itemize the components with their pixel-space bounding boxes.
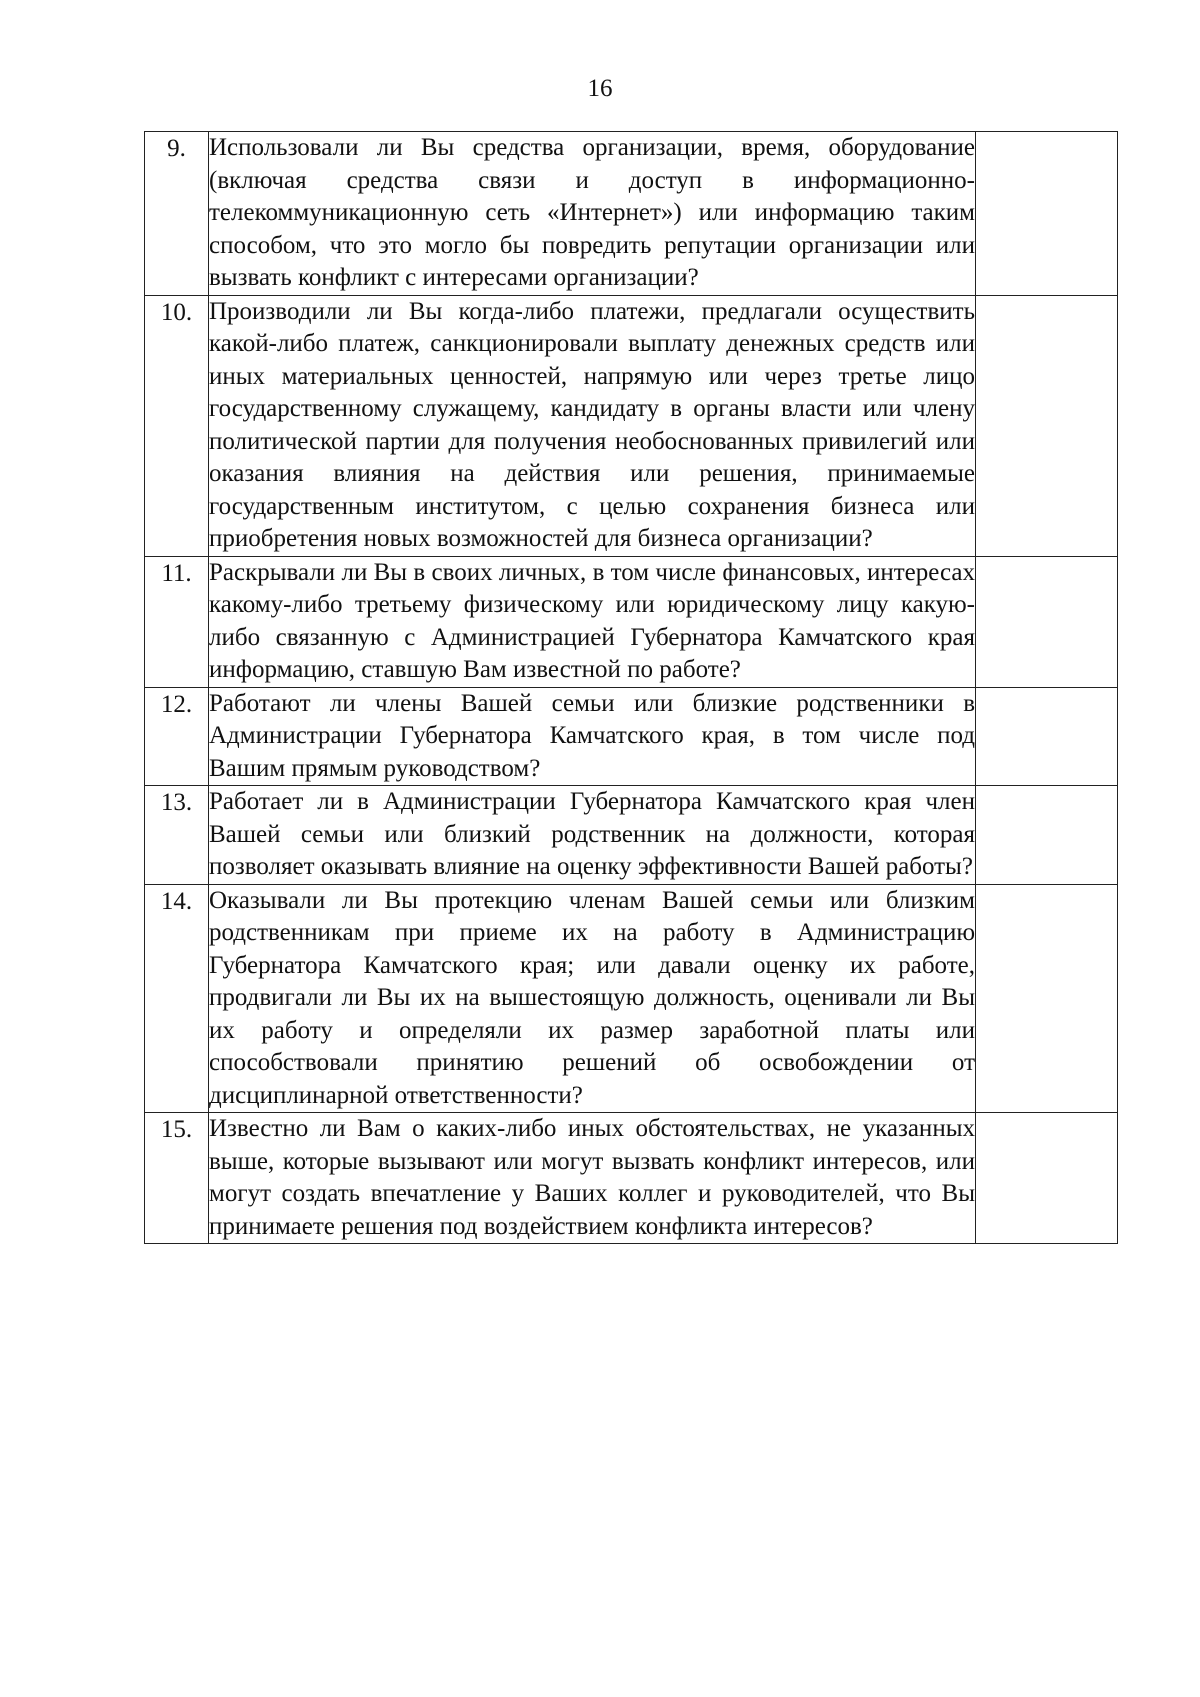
- question-row-11: [145, 556, 1118, 687]
- question-text: Раскрывали ли Вы в своих личных, в том числе финансовых, интересах какому-либо третьему физическому или юридическому лицу какую-либо связанную с Администрацией Губернатора Камчатского края информацию, ставшую Вам известной по работе?: [209, 558, 975, 683]
- question-text: Работают ли члены Вашей семьи или близкие родственники в Администрации Губернатора Камчатского края, в том числе под Вашим прямым руководством?: [209, 689, 975, 782]
- question-text-cell: [209, 687, 976, 786]
- answer-cell[interactable]: [976, 132, 1118, 296]
- question-text-cell: [209, 786, 976, 885]
- question-row-10: [145, 295, 1118, 556]
- question-row-9: [145, 132, 1118, 296]
- question-number: 13.: [145, 786, 209, 885]
- question-text-cell: [209, 884, 976, 1113]
- question-text: Оказывали ли Вы протекцию членам Вашей семьи или близким родственникам при приеме их на работу в Администрацию Губернатора Камчатского края; или давали оценку их работе, продвигали ли Вы их на вышестоящую должность, оценивали ли Вы их работу и определяли их размер заработной платы или способствовали принятию решений об освобождении от дисциплинарной ответственности?: [209, 886, 975, 1109]
- question-number: 15.: [145, 1113, 209, 1244]
- questionnaire-table: [144, 131, 1118, 1244]
- question-number: 12.: [145, 687, 209, 786]
- question-row-13: [145, 786, 1118, 885]
- question-row-15: [145, 1113, 1118, 1244]
- question-row-12: [145, 687, 1118, 786]
- question-number: 14.: [145, 884, 209, 1113]
- question-row-14: [145, 884, 1118, 1113]
- answer-cell[interactable]: [976, 687, 1118, 786]
- question-text-cell: [209, 556, 976, 687]
- answer-cell[interactable]: [976, 786, 1118, 885]
- question-text: Известно ли Вам о каких-либо иных обстоятельствах, не указанных выше, которые вызывают или могут вызвать конфликт интересов, или могут создать впечатление у Ваших коллег и руководителей, что Вы принимаете решения под воздействием конфликта интересов?: [209, 1115, 975, 1240]
- question-text-cell: [209, 1113, 976, 1244]
- page-number: 16: [587, 75, 613, 102]
- answer-cell[interactable]: [976, 556, 1118, 687]
- answer-cell[interactable]: [976, 884, 1118, 1113]
- question-text: Использовали ли Вы средства организации, время, оборудование (включая средства связи и доступ в информационно-телекоммуникационную сеть «Интернет») или информацию таким способом, что это могло бы повредить репутации организации или вызвать конфликт с интересами организации?: [209, 134, 975, 291]
- question-text-cell: [209, 132, 976, 296]
- question-text: Производили ли Вы когда-либо платежи, предлагали осуществить какой-либо платеж, санкционировали выплату денежных средств или иных материальных ценностей, напрямую или через третье лицо государственному служащему, кандидату в органы власти или члену политической партии для получения необоснованных привилегий или оказания влияния на действия или решения, принимаемые государственным институтом, с целью сохранения бизнеса или приобретения новых возможностей для бизнеса организации?: [209, 297, 975, 552]
- answer-cell[interactable]: [976, 1113, 1118, 1244]
- answer-cell[interactable]: [976, 295, 1118, 556]
- question-number: 11.: [145, 556, 209, 687]
- question-number: 9.: [145, 132, 209, 296]
- question-text: Работает ли в Администрации Губернатора Камчатского края член Вашей семьи или близкий родственник на должности, которая позволяет оказывать влияние на оценку эффективности Вашей работы?: [209, 788, 975, 880]
- question-number: 10.: [145, 295, 209, 556]
- question-text-cell: [209, 295, 976, 556]
